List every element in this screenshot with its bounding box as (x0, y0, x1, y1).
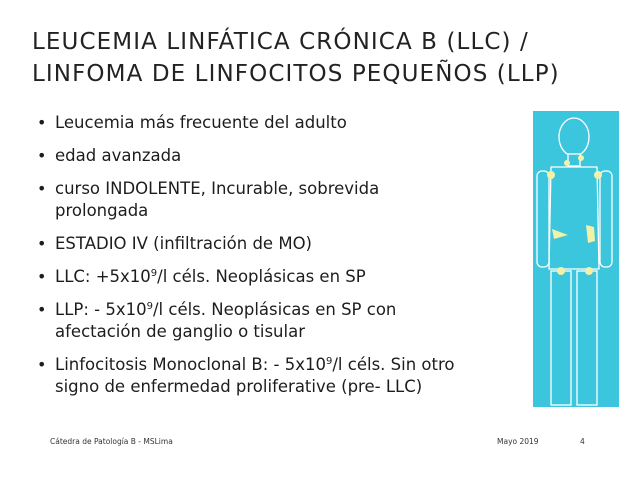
bullet-item (37, 299, 517, 343)
exponent: 9 (146, 301, 153, 312)
bullet-text-post: /l céls. Neoplásicas en SP con (152, 300, 397, 319)
bullet-text-pre: Linfocitosis Monoclonal B: - 5x10 (55, 355, 326, 374)
head-outline (559, 118, 589, 156)
slide-title (32, 26, 612, 90)
body-lymph-node-figure (533, 111, 619, 407)
bullet-item (37, 354, 517, 398)
left-arm-outline (537, 171, 549, 267)
bullet-text-pre: LLP: - 5x10 (55, 300, 147, 319)
bullet-text-post: /l céls. Neoplásicas en SP (157, 267, 366, 286)
lymph-node-icon (585, 267, 593, 275)
bullet-item (37, 145, 517, 167)
left-leg-outline (551, 271, 571, 405)
bullet-item (37, 233, 517, 255)
lymph-node-icon (547, 171, 555, 179)
lymph-node-icon (578, 155, 584, 161)
torso-outline (549, 167, 599, 269)
bullet-text-post: /l céls. Sin otro (332, 355, 455, 374)
lymph-node-icon (564, 160, 570, 166)
page-number: 4 (580, 437, 585, 446)
bullet-text-pre: LLC: +5x10 (55, 267, 151, 286)
bullet-item (37, 178, 517, 222)
bullet-continuation: afectación de ganglio o tisular (55, 322, 305, 341)
neck-outline (568, 154, 580, 166)
right-arm-outline (600, 171, 612, 267)
bullet-continuation: signo de enfermedad proliferative (pre- LLC) (55, 377, 423, 396)
slide-title-line-2: LINFOMA DE LINFOCITOS PEQUEÑOS (LLP) (32, 61, 560, 87)
bullet-item (37, 112, 517, 134)
bullet-continuation: prolongada (55, 201, 149, 220)
footer-date: Mayo 2019 (497, 437, 539, 446)
lymph-node-icon (557, 267, 565, 275)
right-leg-outline (577, 271, 597, 405)
slide-title-line-1: LEUCEMIA LINFÁTICA CRÓNICA B (LLC) / (32, 29, 529, 55)
lymph-node-icon (594, 171, 602, 179)
human-body-illustration (533, 111, 619, 407)
exponent: 9 (150, 268, 158, 279)
bullet-item (37, 266, 517, 288)
bullet-text: curso INDOLENTE, Incurable, sobrevida (55, 179, 380, 198)
bullet-list (37, 112, 517, 409)
footer-author: Cátedra de Patología B - MSLima (50, 437, 173, 446)
exponent: 9 (326, 356, 333, 367)
bullet-text: edad avanzada (55, 146, 182, 165)
bullet-text: Leucemia más frecuente del adulto (55, 113, 347, 132)
bullet-text: ESTADIO IV (infiltración de MO) (55, 234, 312, 253)
